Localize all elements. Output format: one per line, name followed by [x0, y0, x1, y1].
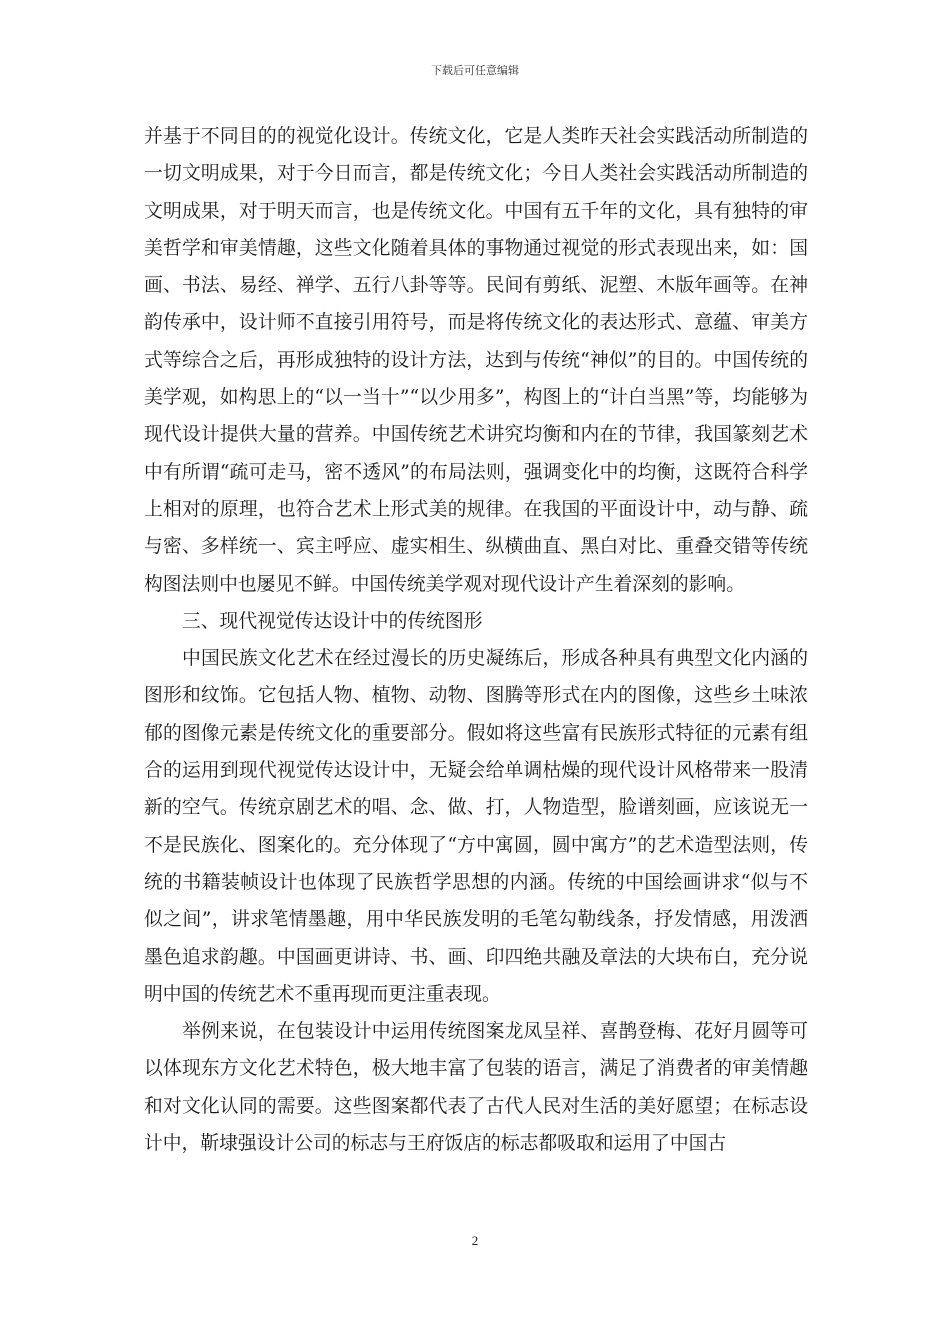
page-header: 下载后可任意编辑	[431, 64, 519, 77]
page-number: 2	[471, 1233, 479, 1248]
paragraph-traditional-graphics: 中国民族文化艺术在经过漫长的历史凝练后，形成各种具有典型文化内涵的图形和纹饰。它包括人物、植物、动物、图腾等形式在内的图像，这些乡土味浓郁的图像元素是传统文化的重要部分。假如将这些富有民族形式特征的元素有组合的运用到现代视觉传达设计中，无疑会给单调枯燥的现代设计风格带来一股清新的空气。传统京剧艺术的唱、念、做、打，人物造型，脸谱刻画，应该说无一不是民族化、图案化的。充分体现了“方中寓圆，圆中寓方”的艺术造型法则，传统的书籍装帧设计也体现了民族哲学思想的内涵。传统的中国绘画讲求“似与不似之间”，讲求笔情墨趣，用中华民族发明的毛笔勾勒线条，抒发情感，用泼洒墨色追求韵趣。中国画更讲诗、书、画、印四绝共融及章法的大块布白，充分说明中国的传统艺术不重再现而更注重表现。	[144, 648, 808, 1005]
body-text	[144, 118, 808, 1162]
section-heading: 三、现代视觉传达设计中的传统图形	[182, 610, 483, 632]
paragraph-examples: 举例来说，在包装设计中运用传统图案龙凤呈祥、喜鹊登梅、花好月圆等可以体现东方文化艺术特色，极大地丰富了包装的语言，满足了消费者的审美情趣和对文化认同的需要。这些图案都代表了古代人民对生活的美好愿望；在标志设计中，靳埭强设计公司的标志与王府饭店的标志都吸取和运用了中国古	[144, 1021, 808, 1155]
paragraph-continuation: 并基于不同目的的视觉化设计。传统文化，它是人类昨天社会实践活动所制造的一切文明成果，对于今日而言，都是传统文化；今日人类社会实践活动所制造的文明成果，对于明天而言，也是传统文化。中国有五千年的文化，具有独特的审美哲学和审美情趣，这些文化随着具体的事物通过视觉的形式表现出来，如：国画、书法、易经、禅学、五行八卦等等。民间有剪纸、泥塑、木版年画等。在神韵传承中，设计师不直接引用符号，而是将传统文化的表达形式、意蕴、审美方式等综合之后，再形成独特的设计方法，达到与传统“神似”的目的。中国传统的美学观，如构思上的“以一当十”“以少用多”，构图上的“计白当黑”等，均能够为现代设计提供大量的营养。中国传统艺术讲究均衡和内在的节律，我国篆刻艺术中有所谓“疏可走马，密不透风”的布局法则，强调变化中的均衡，这既符合科学上相对的原理，也符合艺术上形式美的规律。在我国的平面设计中，动与静、疏与密、多样统一、宾主呼应、虚实相生、纵横曲直、黑白对比、重叠交错等传统构图法则中也屡见不鲜。中国传统美学观对现代设计产生着深刻的影响。	[144, 126, 808, 595]
